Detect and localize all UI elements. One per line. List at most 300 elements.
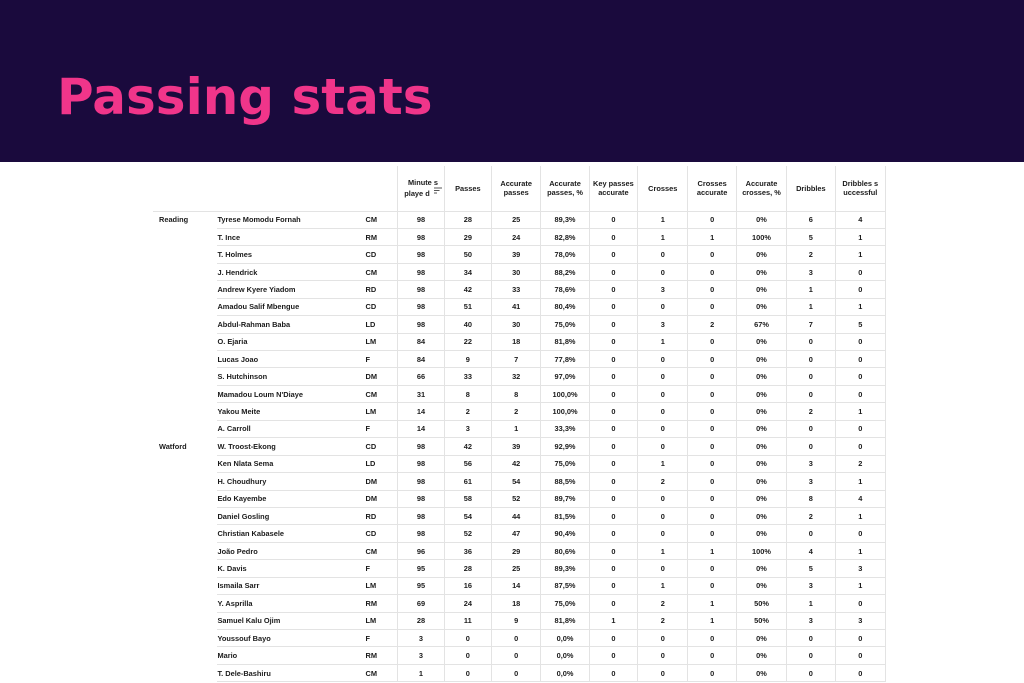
stat-cell-dribbles: 8 bbox=[787, 490, 835, 507]
player-column-header bbox=[217, 166, 361, 211]
stat-cell-passes: 58 bbox=[444, 490, 491, 507]
stat-cell-dribbles_successful: 3 bbox=[835, 612, 885, 629]
stat-cell-crosses: 1 bbox=[638, 211, 688, 228]
column-header-key_passes_accurate bbox=[589, 166, 637, 211]
player-name-cell: João Pedro bbox=[217, 542, 361, 559]
stat-cell-crosses_accurate: 0 bbox=[688, 507, 736, 524]
table-row bbox=[153, 630, 886, 647]
column-header-label: Accurate passes, % bbox=[547, 179, 583, 198]
stat-cell-accurate_passes: 30 bbox=[492, 263, 541, 280]
stat-cell-passes: 2 bbox=[444, 403, 491, 420]
stat-cell-accurate_passes_pct: 78,6% bbox=[541, 281, 589, 298]
stat-cell-dribbles: 1 bbox=[787, 298, 835, 315]
table-row bbox=[153, 281, 886, 298]
stat-cell-crosses_accurate: 0 bbox=[688, 647, 736, 664]
stat-cell-dribbles_successful: 0 bbox=[835, 420, 885, 437]
stat-cell-accurate_crosses_pct: 0% bbox=[736, 403, 786, 420]
column-header-label: Accurate crosses, % bbox=[742, 179, 781, 198]
team-cell bbox=[153, 246, 217, 263]
stat-cell-dribbles: 0 bbox=[787, 630, 835, 647]
stat-cell-key_passes_accurate: 0 bbox=[589, 263, 637, 280]
position-cell: F bbox=[362, 420, 398, 437]
stat-cell-passes: 56 bbox=[444, 455, 491, 472]
stat-cell-crosses_accurate: 2 bbox=[688, 316, 736, 333]
table-row bbox=[153, 351, 886, 368]
stat-cell-key_passes_accurate: 0 bbox=[589, 211, 637, 228]
position-cell: F bbox=[362, 351, 398, 368]
table-row bbox=[153, 211, 886, 228]
player-name-cell: Andrew Kyere Yiadom bbox=[217, 281, 361, 298]
player-name-cell: Mario bbox=[217, 647, 361, 664]
stat-cell-accurate_crosses_pct: 100% bbox=[736, 542, 786, 559]
stat-cell-accurate_passes: 32 bbox=[492, 368, 541, 385]
stat-cell-crosses: 0 bbox=[638, 298, 688, 315]
stat-cell-accurate_crosses_pct: 67% bbox=[736, 316, 786, 333]
stat-cell-passes: 0 bbox=[444, 664, 491, 681]
table-row bbox=[153, 647, 886, 664]
stat-cell-dribbles: 7 bbox=[787, 316, 835, 333]
team-cell bbox=[153, 298, 217, 315]
stat-cell-accurate_passes_pct: 75,0% bbox=[541, 595, 589, 612]
stat-cell-crosses_accurate: 0 bbox=[688, 211, 736, 228]
stat-cell-dribbles_successful: 0 bbox=[835, 385, 885, 402]
position-cell: LM bbox=[362, 577, 398, 594]
stat-cell-key_passes_accurate: 0 bbox=[589, 507, 637, 524]
column-header-label: Crosses bbox=[648, 183, 678, 193]
stat-cell-minutes: 98 bbox=[398, 316, 444, 333]
stat-cell-accurate_passes: 0 bbox=[492, 630, 541, 647]
stat-cell-key_passes_accurate: 0 bbox=[589, 420, 637, 437]
player-name-cell: H. Choudhury bbox=[217, 473, 361, 490]
stat-cell-key_passes_accurate: 0 bbox=[589, 664, 637, 681]
player-name-cell: T. Dele-Bashiru bbox=[217, 664, 361, 681]
stat-cell-accurate_passes: 0 bbox=[492, 664, 541, 681]
stat-cell-crosses_accurate: 0 bbox=[688, 351, 736, 368]
position-cell: CM bbox=[362, 664, 398, 681]
team-cell bbox=[153, 333, 217, 350]
stat-cell-dribbles_successful: 1 bbox=[835, 577, 885, 594]
stat-cell-accurate_passes_pct: 80,6% bbox=[541, 542, 589, 559]
position-cell: LM bbox=[362, 403, 398, 420]
stat-cell-accurate_passes: 7 bbox=[492, 351, 541, 368]
stat-cell-key_passes_accurate: 0 bbox=[589, 560, 637, 577]
stat-cell-dribbles_successful: 0 bbox=[835, 664, 885, 681]
stat-cell-key_passes_accurate: 0 bbox=[589, 455, 637, 472]
team-cell bbox=[153, 490, 217, 507]
stat-cell-accurate_passes_pct: 88,2% bbox=[541, 263, 589, 280]
player-name-cell: W. Troost-Ekong bbox=[217, 438, 361, 455]
player-name-cell: Youssouf Bayo bbox=[217, 630, 361, 647]
player-name-cell: Lucas Joao bbox=[217, 351, 361, 368]
team-cell: Reading bbox=[153, 211, 217, 228]
position-cell: CM bbox=[362, 385, 398, 402]
stat-cell-crosses_accurate: 0 bbox=[688, 403, 736, 420]
stat-cell-accurate_crosses_pct: 0% bbox=[736, 281, 786, 298]
column-header-passes bbox=[444, 166, 491, 211]
stat-cell-minutes: 98 bbox=[398, 263, 444, 280]
stat-cell-dribbles_successful: 2 bbox=[835, 455, 885, 472]
stat-cell-key_passes_accurate: 0 bbox=[589, 333, 637, 350]
stat-cell-minutes: 98 bbox=[398, 438, 444, 455]
column-header-crosses bbox=[638, 166, 688, 211]
table-row bbox=[153, 316, 886, 333]
stat-cell-crosses: 0 bbox=[638, 403, 688, 420]
stat-cell-accurate_passes_pct: 33,3% bbox=[541, 420, 589, 437]
stat-cell-crosses: 0 bbox=[638, 647, 688, 664]
stat-cell-key_passes_accurate: 0 bbox=[589, 368, 637, 385]
position-cell: F bbox=[362, 560, 398, 577]
stat-cell-dribbles: 1 bbox=[787, 281, 835, 298]
stat-cell-dribbles_successful: 0 bbox=[835, 647, 885, 664]
stat-cell-dribbles_successful: 1 bbox=[835, 473, 885, 490]
stat-cell-accurate_passes_pct: 88,5% bbox=[541, 473, 589, 490]
stat-cell-crosses: 1 bbox=[638, 455, 688, 472]
stat-cell-dribbles: 5 bbox=[787, 560, 835, 577]
stat-cell-accurate_crosses_pct: 0% bbox=[736, 263, 786, 280]
stat-cell-key_passes_accurate: 0 bbox=[589, 298, 637, 315]
stat-cell-minutes: 98 bbox=[398, 490, 444, 507]
position-cell: CD bbox=[362, 525, 398, 542]
stat-cell-passes: 61 bbox=[444, 473, 491, 490]
player-name-cell: S. Hutchinson bbox=[217, 368, 361, 385]
stat-cell-crosses_accurate: 0 bbox=[688, 630, 736, 647]
stat-cell-dribbles_successful: 4 bbox=[835, 490, 885, 507]
stat-cell-dribbles: 0 bbox=[787, 525, 835, 542]
stat-cell-crosses_accurate: 0 bbox=[688, 664, 736, 681]
stat-cell-dribbles: 0 bbox=[787, 664, 835, 681]
position-cell: CD bbox=[362, 298, 398, 315]
stat-cell-accurate_crosses_pct: 0% bbox=[736, 351, 786, 368]
stat-cell-dribbles: 3 bbox=[787, 263, 835, 280]
stat-cell-dribbles_successful: 3 bbox=[835, 560, 885, 577]
stat-cell-accurate_passes_pct: 0,0% bbox=[541, 630, 589, 647]
team-cell bbox=[153, 542, 217, 559]
stat-cell-dribbles: 2 bbox=[787, 403, 835, 420]
table-row bbox=[153, 560, 886, 577]
stat-cell-minutes: 98 bbox=[398, 246, 444, 263]
player-name-cell: Amadou Salif Mbengue bbox=[217, 298, 361, 315]
stat-cell-minutes: 98 bbox=[398, 211, 444, 228]
stat-cell-accurate_passes: 42 bbox=[492, 455, 541, 472]
stat-cell-minutes: 3 bbox=[398, 647, 444, 664]
stat-cell-accurate_crosses_pct: 0% bbox=[736, 438, 786, 455]
stat-cell-passes: 28 bbox=[444, 560, 491, 577]
page-title: Passing stats bbox=[57, 68, 433, 126]
stat-cell-dribbles_successful: 1 bbox=[835, 228, 885, 245]
player-name-cell: Ismaila Sarr bbox=[217, 577, 361, 594]
stat-cell-key_passes_accurate: 0 bbox=[589, 385, 637, 402]
stat-cell-dribbles_successful: 5 bbox=[835, 316, 885, 333]
stat-cell-crosses: 0 bbox=[638, 490, 688, 507]
stat-cell-dribbles_successful: 1 bbox=[835, 542, 885, 559]
stat-cell-crosses_accurate: 0 bbox=[688, 333, 736, 350]
stat-cell-dribbles: 5 bbox=[787, 228, 835, 245]
stat-cell-minutes: 98 bbox=[398, 281, 444, 298]
stat-cell-accurate_passes_pct: 90,4% bbox=[541, 525, 589, 542]
table-row bbox=[153, 246, 886, 263]
position-cell: RM bbox=[362, 228, 398, 245]
title-banner bbox=[0, 0, 1024, 162]
column-header-dribbles bbox=[787, 166, 835, 211]
stat-cell-minutes: 3 bbox=[398, 630, 444, 647]
stat-cell-passes: 28 bbox=[444, 211, 491, 228]
stat-cell-crosses: 0 bbox=[638, 246, 688, 263]
sort-descending-icon[interactable] bbox=[434, 187, 442, 194]
team-cell bbox=[153, 595, 217, 612]
stat-cell-dribbles: 0 bbox=[787, 420, 835, 437]
player-name-cell: Tyrese Momodu Fornah bbox=[217, 211, 361, 228]
stat-cell-accurate_crosses_pct: 0% bbox=[736, 420, 786, 437]
stat-cell-minutes: 28 bbox=[398, 612, 444, 629]
position-cell: CM bbox=[362, 542, 398, 559]
team-cell bbox=[153, 281, 217, 298]
stat-cell-crosses_accurate: 1 bbox=[688, 542, 736, 559]
stat-cell-key_passes_accurate: 0 bbox=[589, 525, 637, 542]
stat-cell-accurate_passes: 8 bbox=[492, 385, 541, 402]
team-cell bbox=[153, 525, 217, 542]
table-row bbox=[153, 263, 886, 280]
stat-cell-crosses_accurate: 0 bbox=[688, 246, 736, 263]
player-name-cell: O. Ejaria bbox=[217, 333, 361, 350]
stat-cell-accurate_passes: 24 bbox=[492, 228, 541, 245]
stat-cell-passes: 24 bbox=[444, 595, 491, 612]
stat-cell-crosses: 0 bbox=[638, 560, 688, 577]
stat-cell-accurate_passes_pct: 80,4% bbox=[541, 298, 589, 315]
team-cell bbox=[153, 664, 217, 681]
stat-cell-accurate_passes_pct: 77,8% bbox=[541, 351, 589, 368]
stat-cell-dribbles_successful: 4 bbox=[835, 211, 885, 228]
stat-cell-accurate_passes_pct: 89,3% bbox=[541, 560, 589, 577]
stat-cell-crosses: 3 bbox=[638, 316, 688, 333]
stat-cell-accurate_passes_pct: 75,0% bbox=[541, 455, 589, 472]
stat-cell-dribbles: 3 bbox=[787, 473, 835, 490]
position-cell: CM bbox=[362, 211, 398, 228]
stat-cell-crosses_accurate: 0 bbox=[688, 385, 736, 402]
stat-cell-dribbles: 0 bbox=[787, 351, 835, 368]
stat-cell-passes: 50 bbox=[444, 246, 491, 263]
stat-cell-crosses_accurate: 0 bbox=[688, 368, 736, 385]
stat-cell-crosses: 0 bbox=[638, 263, 688, 280]
column-header-label: Minute s playe d bbox=[404, 178, 438, 199]
column-header-label: Dribbles s uccessful bbox=[842, 179, 879, 198]
stat-cell-passes: 8 bbox=[444, 385, 491, 402]
team-cell bbox=[153, 630, 217, 647]
stat-cell-dribbles_successful: 1 bbox=[835, 403, 885, 420]
stat-cell-accurate_crosses_pct: 0% bbox=[736, 525, 786, 542]
stat-cell-accurate_passes: 30 bbox=[492, 316, 541, 333]
column-header-label: Key passes accurate bbox=[593, 179, 634, 198]
stat-cell-crosses: 1 bbox=[638, 228, 688, 245]
stat-cell-minutes: 98 bbox=[398, 455, 444, 472]
stat-cell-accurate_passes: 47 bbox=[492, 525, 541, 542]
stat-cell-accurate_crosses_pct: 0% bbox=[736, 630, 786, 647]
passing-stats-table bbox=[153, 166, 886, 682]
stat-cell-minutes: 96 bbox=[398, 542, 444, 559]
stat-cell-accurate_passes_pct: 81,8% bbox=[541, 333, 589, 350]
position-cell: CM bbox=[362, 263, 398, 280]
position-cell: RD bbox=[362, 507, 398, 524]
stat-cell-dribbles_successful: 0 bbox=[835, 333, 885, 350]
table-row bbox=[153, 333, 886, 350]
stat-cell-accurate_crosses_pct: 0% bbox=[736, 298, 786, 315]
position-cell: RD bbox=[362, 281, 398, 298]
stat-cell-passes: 0 bbox=[444, 647, 491, 664]
stat-cell-accurate_crosses_pct: 0% bbox=[736, 577, 786, 594]
table-row bbox=[153, 228, 886, 245]
stat-cell-accurate_passes_pct: 92,9% bbox=[541, 438, 589, 455]
stat-cell-crosses: 2 bbox=[638, 595, 688, 612]
stat-cell-accurate_passes: 52 bbox=[492, 490, 541, 507]
position-cell: CD bbox=[362, 438, 398, 455]
table-row bbox=[153, 368, 886, 385]
stat-cell-crosses_accurate: 1 bbox=[688, 612, 736, 629]
player-name-cell: T. Holmes bbox=[217, 246, 361, 263]
column-header-label: Dribbles bbox=[796, 183, 826, 193]
stat-cell-accurate_passes: 0 bbox=[492, 647, 541, 664]
stat-cell-accurate_passes: 54 bbox=[492, 473, 541, 490]
stat-cell-passes: 0 bbox=[444, 630, 491, 647]
stat-cell-accurate_passes: 33 bbox=[492, 281, 541, 298]
stat-cell-passes: 16 bbox=[444, 577, 491, 594]
stat-cell-crosses: 0 bbox=[638, 664, 688, 681]
stat-cell-accurate_passes: 18 bbox=[492, 333, 541, 350]
stat-cell-dribbles_successful: 0 bbox=[835, 368, 885, 385]
position-cell: CD bbox=[362, 246, 398, 263]
player-name-cell: K. Davis bbox=[217, 560, 361, 577]
stat-cell-dribbles_successful: 0 bbox=[835, 351, 885, 368]
stat-cell-accurate_crosses_pct: 50% bbox=[736, 612, 786, 629]
stat-cell-dribbles: 0 bbox=[787, 368, 835, 385]
table-row bbox=[153, 542, 886, 559]
stat-cell-accurate_crosses_pct: 0% bbox=[736, 385, 786, 402]
stat-cell-crosses_accurate: 0 bbox=[688, 577, 736, 594]
stat-cell-accurate_crosses_pct: 0% bbox=[736, 647, 786, 664]
stat-cell-dribbles: 2 bbox=[787, 507, 835, 524]
stat-cell-crosses_accurate: 1 bbox=[688, 228, 736, 245]
stat-cell-dribbles: 0 bbox=[787, 333, 835, 350]
table-row bbox=[153, 664, 886, 681]
stat-cell-passes: 40 bbox=[444, 316, 491, 333]
stat-cell-accurate_passes: 18 bbox=[492, 595, 541, 612]
team-cell bbox=[153, 560, 217, 577]
stat-cell-accurate_crosses_pct: 0% bbox=[736, 211, 786, 228]
stat-cell-passes: 51 bbox=[444, 298, 491, 315]
position-cell: DM bbox=[362, 368, 398, 385]
table-header-row bbox=[153, 166, 886, 211]
stat-cell-accurate_crosses_pct: 0% bbox=[736, 455, 786, 472]
stat-cell-minutes: 98 bbox=[398, 507, 444, 524]
stat-cell-crosses: 0 bbox=[638, 525, 688, 542]
stat-cell-accurate_passes: 44 bbox=[492, 507, 541, 524]
stat-cell-passes: 52 bbox=[444, 525, 491, 542]
stat-cell-minutes: 1 bbox=[398, 664, 444, 681]
player-name-cell: T. Ince bbox=[217, 228, 361, 245]
stat-cell-passes: 36 bbox=[444, 542, 491, 559]
team-cell bbox=[153, 228, 217, 245]
stat-cell-accurate_passes: 9 bbox=[492, 612, 541, 629]
stat-cell-dribbles: 3 bbox=[787, 577, 835, 594]
stat-cell-accurate_crosses_pct: 0% bbox=[736, 664, 786, 681]
stat-cell-crosses: 0 bbox=[638, 630, 688, 647]
stat-cell-minutes: 98 bbox=[398, 473, 444, 490]
stat-cell-accurate_passes: 39 bbox=[492, 246, 541, 263]
stat-cell-crosses_accurate: 0 bbox=[688, 490, 736, 507]
player-name-cell: Ken Nlata Sema bbox=[217, 455, 361, 472]
table-row bbox=[153, 525, 886, 542]
team-cell bbox=[153, 316, 217, 333]
stat-cell-accurate_crosses_pct: 0% bbox=[736, 560, 786, 577]
stat-cell-dribbles: 4 bbox=[787, 542, 835, 559]
table-row bbox=[153, 438, 886, 455]
stat-cell-dribbles: 0 bbox=[787, 438, 835, 455]
stat-cell-dribbles: 0 bbox=[787, 385, 835, 402]
player-name-cell: Daniel Gosling bbox=[217, 507, 361, 524]
table-row bbox=[153, 612, 886, 629]
column-header-minutes[interactable] bbox=[398, 166, 444, 211]
stat-cell-crosses: 2 bbox=[638, 473, 688, 490]
stat-cell-minutes: 66 bbox=[398, 368, 444, 385]
position-cell: LM bbox=[362, 612, 398, 629]
stat-cell-dribbles_successful: 0 bbox=[835, 281, 885, 298]
column-header-label: Accurate passes bbox=[500, 179, 532, 198]
stat-cell-key_passes_accurate: 0 bbox=[589, 228, 637, 245]
position-column-header bbox=[362, 166, 398, 211]
team-cell: Watford bbox=[159, 441, 187, 451]
stat-cell-accurate_crosses_pct: 0% bbox=[736, 333, 786, 350]
player-name-cell: Y. Asprilla bbox=[217, 595, 361, 612]
stat-cell-accurate_passes: 25 bbox=[492, 211, 541, 228]
stat-cell-accurate_passes: 2 bbox=[492, 403, 541, 420]
team-cell bbox=[153, 507, 217, 524]
stat-cell-accurate_passes_pct: 97,0% bbox=[541, 368, 589, 385]
table-row bbox=[153, 595, 886, 612]
player-name-cell: Yakou Meite bbox=[217, 403, 361, 420]
stat-cell-accurate_passes: 14 bbox=[492, 577, 541, 594]
stat-cell-accurate_crosses_pct: 0% bbox=[736, 507, 786, 524]
stat-cell-passes: 42 bbox=[444, 281, 491, 298]
stat-cell-passes: 3 bbox=[444, 420, 491, 437]
stat-cell-dribbles_successful: 0 bbox=[835, 595, 885, 612]
stat-cell-accurate_passes_pct: 100,0% bbox=[541, 385, 589, 402]
stat-cell-crosses: 0 bbox=[638, 368, 688, 385]
stat-cell-crosses: 0 bbox=[638, 351, 688, 368]
stat-cell-key_passes_accurate: 0 bbox=[589, 647, 637, 664]
position-cell: DM bbox=[362, 490, 398, 507]
stat-cell-dribbles_successful: 1 bbox=[835, 507, 885, 524]
stat-cell-dribbles_successful: 0 bbox=[835, 525, 885, 542]
stat-cell-dribbles: 6 bbox=[787, 211, 835, 228]
position-cell: F bbox=[362, 630, 398, 647]
stat-cell-accurate_passes_pct: 89,3% bbox=[541, 211, 589, 228]
player-name-cell: A. Carroll bbox=[217, 420, 361, 437]
stat-cell-crosses_accurate: 0 bbox=[688, 263, 736, 280]
stat-cell-key_passes_accurate: 0 bbox=[589, 281, 637, 298]
player-name-cell: Christian Kabasele bbox=[217, 525, 361, 542]
column-header-accurate_crosses_pct bbox=[736, 166, 786, 211]
stat-cell-key_passes_accurate: 0 bbox=[589, 246, 637, 263]
passing-stats-table-container bbox=[153, 166, 886, 682]
table-row bbox=[153, 298, 886, 315]
stat-cell-key_passes_accurate: 1 bbox=[589, 612, 637, 629]
table-row bbox=[153, 385, 886, 402]
stat-cell-crosses: 1 bbox=[638, 577, 688, 594]
column-header-accurate_passes_pct bbox=[541, 166, 589, 211]
stat-cell-accurate_crosses_pct: 0% bbox=[736, 473, 786, 490]
stat-cell-crosses_accurate: 0 bbox=[688, 281, 736, 298]
stat-cell-dribbles: 3 bbox=[787, 455, 835, 472]
table-row bbox=[153, 403, 886, 420]
stat-cell-dribbles: 2 bbox=[787, 246, 835, 263]
